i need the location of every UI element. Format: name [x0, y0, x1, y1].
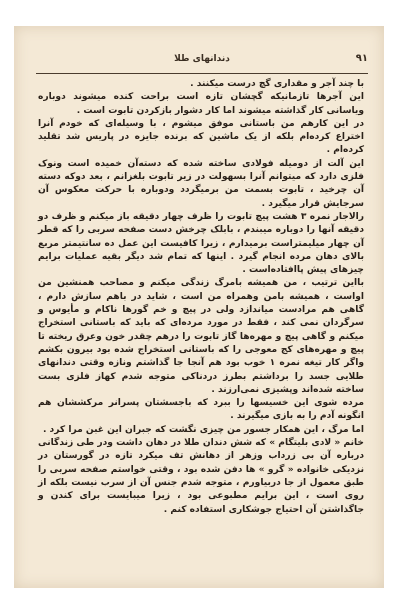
paragraph: این آلت از دومیله فولادی ساخته شده که دسته‌آن خمیده است ونوک فلزی دارد که میتوانم آنرا بسهولت در زیر تابوت بلغزانم ، بعد دوکه دسته آن چرخید ، تابوت بسمت من برمیگردد ودوباره با حرکت معکوس آن سرجایش قرار میگیرد .	[38, 158, 364, 209]
page-header	[36, 54, 368, 70]
page-body	[38, 78, 364, 570]
paragraph: در این کارهم من باستانی موفق میشوم ، با وسیله‌ای که خودم آنرا اختراع کرده‌ام بلکه از یک ماشین که برنده جایزه در پاریس شد تقلید کرده‌ام .	[38, 118, 364, 156]
paragraph: این آجرها تازمانیکه گچشان تازه است براحت کنده میشوند دوباره ویاسانی کار گذاشته میشوند اما کار دشوار بازکردن تابوت است .	[38, 92, 364, 116]
page-number: ۹۱	[355, 53, 368, 64]
book-page	[14, 26, 384, 588]
running-title: دندانهای طلا	[174, 54, 230, 64]
paragraph: رالاجار نمره ۳ هشت پیچ تابوت را ظرف چهار دقیقه باز میکنم و ظرف دو دقیقه آنها را دوباره میبندم ، بابلک چرخش دست صفحه سربی را که قطر آن چهار میلیمتراست برمیدارم ، زیرا کافیست این عمل ده سانتیمتر مربع بالای دهان مرده انجام گیرد . اینها که تمام شد دیگر بقیه عملیات برایم چیزهای پیش پاافتاده‌است .	[38, 211, 364, 276]
paragraph: اما مرگ ، این همکار جسور من چیزی نگشت که جبران این غبن مرا کرد .	[42, 424, 364, 435]
header-rule	[36, 73, 368, 74]
paragraph: مرده شوی این خسیسها را ببرد که باجسشتان پسرانر مرکششان هم انگونه آدم را به بازی میگیرند .	[38, 398, 364, 422]
paragraph: خانم « لادی بلیتگام » که شش دندان طلا در دهان داشت ودر طی زندگانی درباره آن بی زرداب وزهر از دهانش تف میکرد تازه در گورستان در نزدیکی خانواده « گرو » ها دفن شده بود ، وقتی خواستم صفحه سربی را طبق معمول از جا دربیاورم ، متوجه شدم جنس آن از سرب نیست بلکه از روی است ، این برایم مطبوعی بود ، زیرا میبایست برای کندن و جاگذاشتن آن احتیاج جوشکاری استفاده کنم .	[38, 438, 364, 515]
paragraph: با چند آجر و مقداری گچ درست میکنند .	[190, 79, 364, 89]
paragraph: بااین ترتیب ، من همیشه بامرگ زندگی میکنم و مصاحب همنشین من اواست ، همیشه بامن وهمراه من است ، شاید در باهم سازش دارم ، گاهی هم مرادست میاندازد ولی در پیچ و خم گورها ناکام و مأیوس و سرگردان نمی کند ، فقط در مورد مرده‌ای که باید که باستانی استخراج میکنم و گاهی پیچ و مهره‌ها گاز تابوت را درهم چقدر خون وعرق ریخته تا پیچ و مهره‌های کج معوجی را که باستانی استخراج شده بود بیرون بکشم واگر کار تیغه نمره ۱ خوب بود هم آنجا جا گذاشتم ونازه وقتی دندانهای طلایی جسد را برداشتم بطرز دردناکی متوجه شدم کهاز فلزی بست ساخته شده‌اند وپشیزی نمی‌ارزند .	[38, 278, 364, 395]
